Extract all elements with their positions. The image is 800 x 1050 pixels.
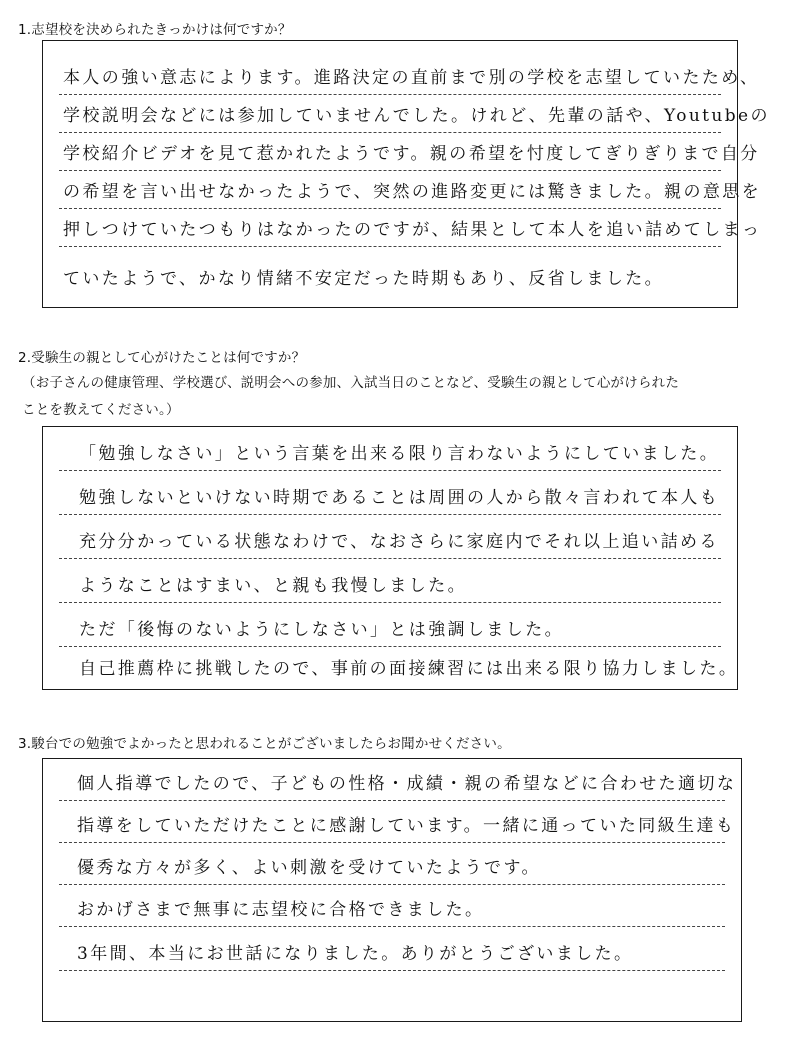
answer-text: 指導をしていただけたことに感謝しています。一緒に通っていた同級生達も — [77, 816, 736, 836]
answer-box-2 — [42, 426, 738, 690]
answer-line — [59, 559, 721, 603]
answer-line — [59, 471, 721, 515]
answer-text: ようなことはすまい、と親も我慢しました。 — [79, 576, 467, 596]
answer-text: 充分分かっている状態なわけで、なおさらに家庭内でそれ以上追い詰める — [79, 532, 719, 552]
answer-line — [59, 927, 725, 971]
question-2-subtitle: （お子さんの健康管理、学校選び、説明会への参加、入試当日のことなど、受験生の親として心がけられた — [22, 375, 680, 391]
answer-line — [59, 133, 760, 171]
answer-line — [59, 427, 721, 471]
answer-text: 3年間、本当にお世話になりました。ありがとうございました。 — [77, 944, 634, 964]
answer-line — [59, 885, 725, 927]
question-3-title: 3.駿台での勉強でよかったと思われることがございましたらお聞かせください。 — [18, 736, 511, 752]
question-2-title: 2.受験生の親として心がけたことは何ですか？ — [18, 350, 306, 366]
answer-line — [59, 801, 736, 843]
answer-line — [59, 171, 762, 209]
answer-line — [59, 515, 721, 559]
answer-box-1 — [42, 40, 770, 308]
question-1-title: 1.志望校を決められたきっかけは何ですか？ — [18, 22, 292, 38]
answer-line — [59, 647, 739, 687]
answer-line — [59, 603, 721, 647]
answer-text: 「勉強しなさい」という言葉を出来る限り言わないようにしていました。 — [79, 444, 720, 464]
answer-text: 本人の強い意志によります。進路決定の直前まで別の学校を志望していたため、 — [63, 68, 760, 88]
answer-line — [59, 843, 725, 885]
answer-box-3 — [42, 758, 742, 1022]
answer-text: ただ「後悔のないようにしなさい」とは強調しました。 — [79, 620, 564, 640]
question-2-subtitle-cont: ことを教えてください。） — [22, 402, 180, 418]
answer-text: 押しつけていたつもりはなかったのですが、結果として本人を追い詰めてしまっ — [63, 220, 762, 240]
answer-line — [59, 247, 721, 297]
answer-text: 個人指導でしたので、子どもの性格・成績・親の希望などに合わせた適切な — [77, 774, 737, 794]
answer-line — [59, 95, 770, 133]
answer-text: 学校説明会などには参加していませんでした。けれど、先輩の話や、Youtubeの — [63, 106, 770, 126]
answer-text: 自己推薦枠に挑戦したので、事前の面接練習には出来る限り協力しました。 — [79, 659, 739, 679]
answer-line — [59, 759, 737, 801]
answer-text: 勉強しないといけない時期であることは周囲の人から散々言われて本人も — [79, 488, 720, 508]
answer-text: おかげさまで無事に志望校に合格できました。 — [77, 900, 485, 920]
answer-text: の希望を言い出せなかったようで、突然の進路変更には驚きました。親の意思を — [63, 182, 762, 202]
answer-text: 優秀な方々が多く、よい刺激を受けていたようです。 — [77, 858, 541, 878]
answer-line — [59, 209, 762, 247]
answer-text: ていたようで、かなり情緒不安定だった時期もあり、反省しました。 — [63, 269, 665, 289]
answer-line — [59, 41, 760, 95]
answer-text: 学校紹介ビデオを見て惹かれたようです。親の希望を忖度してぎりぎりまで自分 — [63, 144, 760, 164]
